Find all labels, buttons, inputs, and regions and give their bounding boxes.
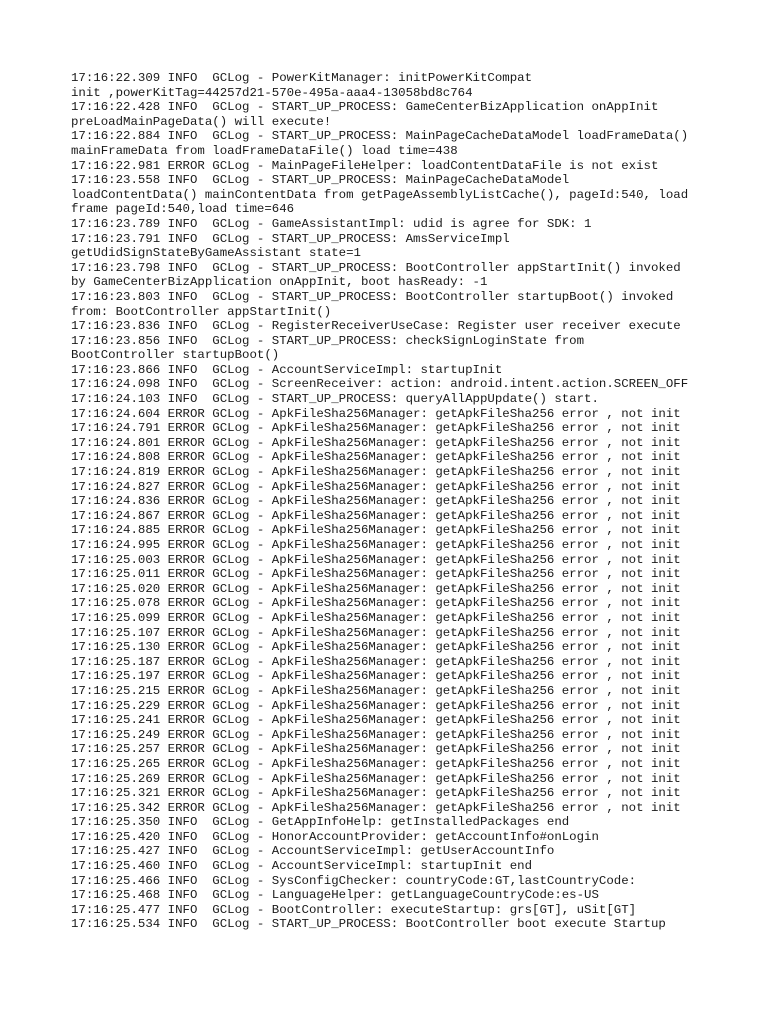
log-line: by GameCenterBizApplication onAppInit, boot hasReady: -1 [71, 275, 488, 290]
log-line: 17:16:25.342 ERROR GCLog - ApkFileSha256Manager: getApkFileSha256 error , not init [71, 800, 681, 815]
log-line: 17:16:22.428 INFO GCLog - START_UP_PROCESS: GameCenterBizApplication onAppInit [71, 100, 659, 115]
log-line: 17:16:25.269 ERROR GCLog - ApkFileSha256Manager: getApkFileSha256 error , not init [71, 771, 681, 786]
log-line: 17:16:24.819 ERROR GCLog - ApkFileSha256Manager: getApkFileSha256 error , not init [71, 465, 681, 480]
log-line: 17:16:25.229 ERROR GCLog - ApkFileSha256Manager: getApkFileSha256 error , not init [71, 698, 681, 713]
log-line: 17:16:24.867 ERROR GCLog - ApkFileSha256Manager: getApkFileSha256 error , not init [71, 508, 681, 523]
log-line: 17:16:24.103 INFO GCLog - START_UP_PROCESS: queryAllAppUpdate() start. [71, 392, 599, 407]
log-line: mainFrameData from loadFrameDataFile() load time=438 [71, 143, 458, 158]
log-line: 17:16:24.098 INFO GCLog - ScreenReceiver: action: android.intent.action.SCREEN_OFF [71, 377, 689, 392]
log-line: 17:16:24.808 ERROR GCLog - ApkFileSha256Manager: getApkFileSha256 error , not init [71, 450, 681, 465]
log-line: preLoadMainPageData() will execute! [71, 114, 332, 129]
log-document [71, 71, 711, 932]
log-line: 17:16:25.130 ERROR GCLog - ApkFileSha256Manager: getApkFileSha256 error , not init [71, 640, 681, 655]
log-line: 17:16:24.801 ERROR GCLog - ApkFileSha256Manager: getApkFileSha256 error , not init [71, 435, 681, 450]
log-line: 17:16:23.866 INFO GCLog - AccountServiceImpl: startupInit [71, 362, 503, 377]
log-line: getUdidSignStateByGameAssistant state=1 [71, 246, 361, 261]
log-line: loadContentData() mainContentData from getPageAssemblyListCache(), pageId:540, load [71, 187, 689, 202]
log-line: 17:16:25.466 INFO GCLog - SysConfigChecker: countryCode:GT,lastCountryCode: [71, 873, 637, 888]
log-line: 17:16:24.995 ERROR GCLog - ApkFileSha256Manager: getApkFileSha256 error , not init [71, 538, 681, 552]
log-line: 17:16:25.468 INFO GCLog - LanguageHelper: getLanguageCountryCode:es-US [71, 888, 599, 903]
log-line: 17:16:25.420 INFO GCLog - HonorAccountProvider: getAccountInfo#onLogin [71, 829, 599, 844]
log-line: 17:16:25.241 ERROR GCLog - ApkFileSha256Manager: getApkFileSha256 error , not init [71, 713, 681, 728]
log-line: 17:16:25.321 ERROR GCLog - ApkFileSha256Manager: getApkFileSha256 error , not init [71, 786, 681, 801]
log-line: 17:16:25.249 ERROR GCLog - ApkFileSha256Manager: getApkFileSha256 error , not init [71, 727, 681, 742]
log-line: BootController startupBoot() [71, 348, 280, 363]
log-line: 17:16:25.350 INFO GCLog - GetAppInfoHelp: getInstalledPackages end [71, 815, 570, 830]
log-line: 17:16:24.604 ERROR GCLog - ApkFileSha256Manager: getApkFileSha256 error , not init [71, 406, 681, 421]
log-line: from: BootController appStartInit() [71, 304, 332, 319]
log-line: 17:16:25.078 ERROR GCLog - ApkFileSha256Manager: getApkFileSha256 error , not init [71, 596, 681, 611]
log-line: 17:16:25.003 ERROR GCLog - ApkFileSha256Manager: getApkFileSha256 error , not init [71, 552, 681, 567]
log-line: 17:16:25.215 ERROR GCLog - ApkFileSha256Manager: getApkFileSha256 error , not init [71, 683, 681, 698]
log-line: 17:16:24.827 ERROR GCLog - ApkFileSha256Manager: getApkFileSha256 error , not init [71, 479, 681, 494]
log-line: 17:16:22.981 ERROR GCLog - MainPageFileHelper: loadContentDataFile is not exist [71, 158, 659, 173]
log-line: 17:16:25.477 INFO GCLog - BootController: executeStartup: grs[GT], uSit[GT] [71, 902, 637, 917]
log-line: frame pageId:540,load time=646 [71, 202, 295, 217]
log-line: 17:16:25.107 ERROR GCLog - ApkFileSha256Manager: getApkFileSha256 error , not init [71, 625, 681, 640]
log-line: 17:16:25.187 ERROR GCLog - ApkFileSha256Manager: getApkFileSha256 error , not init [71, 654, 681, 669]
log-line: init ,powerKitTag=44257d21-570e-495a-aaa4-13058bd8c764 [71, 85, 473, 100]
log-line: 17:16:25.460 INFO GCLog - AccountServiceImpl: startupInit end [71, 859, 533, 874]
log-line: 17:16:24.885 ERROR GCLog - ApkFileSha256Manager: getApkFileSha256 error , not init [71, 523, 681, 538]
log-line: 17:16:23.803 INFO GCLog - START_UP_PROCESS: BootController startupBoot() invoked [71, 289, 674, 304]
log-line: 17:16:23.856 INFO GCLog - START_UP_PROCESS: checkSignLoginState from [71, 333, 585, 348]
log-line: 17:16:24.836 ERROR GCLog - ApkFileSha256Manager: getApkFileSha256 error , not init [71, 494, 681, 509]
log-line: 17:16:23.789 INFO GCLog - GameAssistantImpl: udid is agree for SDK: 1 [71, 216, 592, 231]
log-line: 17:16:25.427 INFO GCLog - AccountServiceImpl: getUserAccountInfo [71, 844, 555, 859]
log-line: 17:16:25.534 INFO GCLog - START_UP_PROCESS: BootController boot execute Startup [71, 917, 666, 932]
log-line: 17:16:23.791 INFO GCLog - START_UP_PROCESS: AmsServiceImpl [71, 231, 510, 246]
log-line: 17:16:23.558 INFO GCLog - START_UP_PROCESS: MainPageCacheDataModel [71, 173, 570, 188]
log-line: 17:16:25.011 ERROR GCLog - ApkFileSha256Manager: getApkFileSha256 error , not init [71, 567, 681, 582]
log-line: 17:16:22.884 INFO GCLog - START_UP_PROCESS: MainPageCacheDataModel loadFrameData() [71, 129, 689, 144]
log-line: 17:16:25.020 ERROR GCLog - ApkFileSha256Manager: getApkFileSha256 error , not init [71, 581, 681, 596]
log-line: 17:16:25.099 ERROR GCLog - ApkFileSha256Manager: getApkFileSha256 error , not init [71, 610, 681, 625]
log-line: 17:16:25.257 ERROR GCLog - ApkFileSha256Manager: getApkFileSha256 error , not init [71, 742, 681, 757]
log-line: 17:16:25.197 ERROR GCLog - ApkFileSha256Manager: getApkFileSha256 error , not init [71, 669, 681, 684]
log-line: 17:16:22.309 INFO GCLog - PowerKitManager: initPowerKitCompat [71, 71, 533, 85]
log-line: 17:16:23.798 INFO GCLog - START_UP_PROCESS: BootController appStartInit() invoked [71, 260, 681, 275]
log-line: 17:16:25.265 ERROR GCLog - ApkFileSha256Manager: getApkFileSha256 error , not init [71, 756, 681, 771]
log-line: 17:16:24.791 ERROR GCLog - ApkFileSha256Manager: getApkFileSha256 error , not init [71, 421, 681, 436]
log-line: 17:16:23.836 INFO GCLog - RegisterReceiverUseCase: Register user receiver execute [71, 319, 681, 334]
